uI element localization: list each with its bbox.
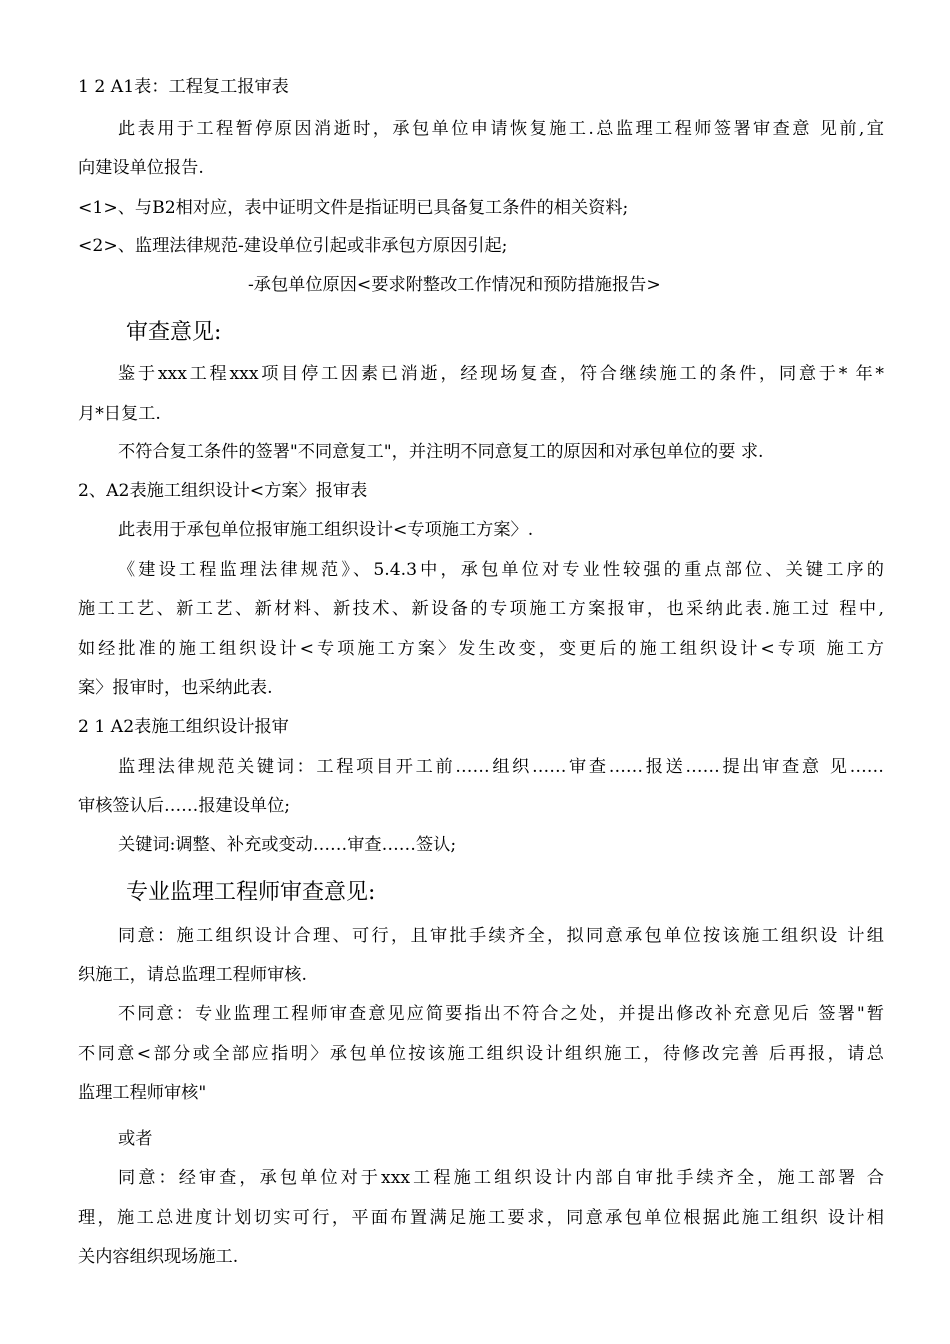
list-item-2: <2>、监理法律规范-建设单位引起或非承包方原因引起; [78, 236, 508, 256]
paragraph-review-line-2: 月*日复工. [78, 404, 161, 424]
paragraph-keywords-2: 关键词:调整、补充或变动……审查……签认; [118, 835, 457, 855]
paragraph-or: 或者 [118, 1129, 153, 1149]
paragraph-keywords-line-2: 审核签认后……报建设单位; [78, 796, 291, 816]
section-heading-2-1-a2: 2 1 A2表施工组织设计报审 [78, 717, 289, 737]
paragraph-a1-line-2: 向建设单位报告. [78, 158, 204, 178]
paragraph-a2-purpose: 此表用于承包单位报审施工组织设计<专项施工方案〉. [118, 520, 534, 540]
section-heading-2-a2: 2、A2表施工组织设计<方案〉报审表 [78, 481, 368, 501]
paragraph-agree-example-line-2: 理，施工总进度计划切实可行，平面布置满足施工要求，同意承包单位根据此施工组织 设计相 [78, 1208, 884, 1228]
heading-specialist-review: 专业监理工程师审查意见: [126, 880, 376, 905]
paragraph-disagree-line-3: 监理工程师审核" [78, 1083, 207, 1103]
paragraph-a2-spec-line-3: 如经批准的施工组织设计<专项施工方案〉发生改变，变更后的施工组织设计<专项 施工方 [78, 639, 884, 659]
paragraph-review-line-1: 鉴于xxx工程xxx项目停工因素已消逝，经现场复查，符合继续施工的条件，同意于* 年* [118, 364, 884, 384]
list-item-2-sub: -承包单位原因<要求附整改工作情况和预防措施报告> [248, 275, 661, 295]
paragraph-agree-line-2: 织施工，请总监理工程师审核. [78, 965, 307, 985]
paragraph-disagree-line-1: 不同意：专业监理工程师审查意见应简要指出不符合之处，并提出修改补充意见后 签署"暂 [118, 1004, 884, 1024]
paragraph-agree-example-line-3: 关内容组织现场施工. [78, 1247, 239, 1267]
section-heading-1-2-a1: 1 2 A1表：工程复工报审表 [78, 77, 289, 97]
list-item-1: <1>、与B2相对应，表中证明文件是指证明已具备复工条件的相关资料; [78, 198, 629, 218]
paragraph-a2-spec-line-4: 案〉报审时，也采纳此表. [78, 678, 273, 698]
paragraph-agree-line-1: 同意：施工组织设计合理、可行，且审批手续齐全，拟同意承包单位按该施工组织设 计组 [118, 926, 884, 946]
paragraph-a2-spec-line-2: 施工工艺、新工艺、新材料、新技术、新设备的专项施工方案报审，也采纳此表.施工过 程中, [78, 599, 884, 619]
paragraph-keywords-line-1: 监理法律规范关键词：工程项目开工前……组织……审查……报送……提出审查意 见…… [118, 757, 884, 777]
heading-review-opinion: 审查意见: [126, 320, 222, 345]
paragraph-a2-spec-line-1: 《建设工程监理法律规范》、5.4.3中，承包单位对专业性较强的重点部位、关键工序的 [118, 560, 884, 580]
paragraph-disagree-line-2: 不同意<部分或全部应指明〉承包单位按该施工组织设计组织施工，待修改完善 后再报，请总 [78, 1044, 884, 1064]
paragraph-a1-line-1: 此表用于工程暂停原因消逝时，承包单位申请恢复施工.总监理工程师签署审查意 见前,宜 [118, 119, 884, 139]
paragraph-agree-example-line-1: 同意：经审查，承包单位对于xxx工程施工组织设计内部自审批手续齐全，施工部署 合 [118, 1168, 884, 1188]
paragraph-not-conform: 不符合复工条件的签署"不同意复工"，并注明不同意复工的原因和对承包单位的要 求. [118, 442, 764, 462]
